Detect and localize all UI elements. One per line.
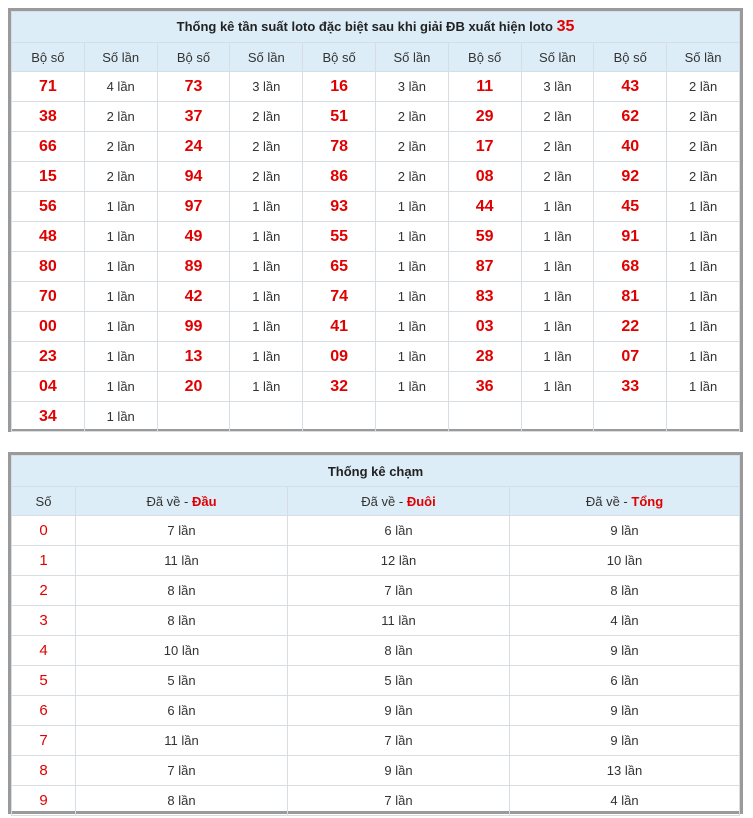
- so-lan-header: Số lần: [667, 43, 740, 72]
- loto-number-cell: 59: [448, 222, 521, 252]
- loto-number-cell: 04: [12, 372, 85, 402]
- dau-count-cell: 10 lần: [76, 636, 288, 666]
- loto-number-cell: 91: [594, 222, 667, 252]
- table-row: [12, 726, 740, 756]
- bo-so-header: Bộ số: [448, 43, 521, 72]
- count-cell: 2 lần: [521, 162, 594, 192]
- count-cell: 2 lần: [230, 132, 303, 162]
- count-cell: 1 lần: [230, 372, 303, 402]
- dau-count-cell: 11 lần: [76, 546, 288, 576]
- count-cell: 4 lần: [84, 72, 157, 102]
- count-cell: 1 lần: [375, 282, 448, 312]
- loto-number-cell: 70: [12, 282, 85, 312]
- count-cell: 1 lần: [521, 312, 594, 342]
- count-cell: 1 lần: [84, 282, 157, 312]
- col-duoi-prefix: Đã về -: [361, 493, 407, 509]
- loto-number-cell: 42: [157, 282, 230, 312]
- loto-number-cell: 43: [594, 72, 667, 102]
- table-row: [12, 162, 740, 192]
- loto-number-cell: 78: [303, 132, 376, 162]
- count-cell: 1 lần: [375, 342, 448, 372]
- table-row: [12, 132, 740, 162]
- table-row: [12, 342, 740, 372]
- count-cell: 3 lần: [521, 72, 594, 102]
- table-row: [12, 402, 740, 432]
- frequency-header-row: [12, 43, 740, 72]
- count-cell: 1 lần: [84, 372, 157, 402]
- table-row: [12, 576, 740, 606]
- loto-number-cell: 51: [303, 102, 376, 132]
- count-cell: 2 lần: [84, 102, 157, 132]
- loto-number-cell: 89: [157, 252, 230, 282]
- count-cell: 2 lần: [84, 132, 157, 162]
- loto-number-cell: 44: [448, 192, 521, 222]
- count-cell: 1 lần: [84, 402, 157, 432]
- count-cell: 1 lần: [230, 222, 303, 252]
- count-cell: 2 lần: [230, 102, 303, 132]
- col-dau-prefix: Đã về -: [146, 493, 192, 509]
- count-cell: 1 lần: [375, 222, 448, 252]
- loto-number-cell: 20: [157, 372, 230, 402]
- col-tong-header: [510, 487, 740, 516]
- frequency-title-number: 35: [556, 18, 575, 35]
- table-row: [12, 192, 740, 222]
- loto-number-cell: 66: [12, 132, 85, 162]
- loto-number-cell: 13: [157, 342, 230, 372]
- digit-cell: 5: [12, 666, 76, 696]
- digit-cell: 0: [12, 516, 76, 546]
- dau-count-cell: 8 lần: [76, 606, 288, 636]
- count-cell: 1 lần: [230, 192, 303, 222]
- table-row: [12, 372, 740, 402]
- count-cell: 1 lần: [667, 222, 740, 252]
- duoi-count-cell: 7 lần: [288, 576, 510, 606]
- table-row: [12, 636, 740, 666]
- count-cell: [667, 402, 740, 432]
- loto-number-cell: 36: [448, 372, 521, 402]
- loto-number-cell: 49: [157, 222, 230, 252]
- loto-number-cell: 37: [157, 102, 230, 132]
- count-cell: [521, 402, 594, 432]
- loto-number-cell: 41: [303, 312, 376, 342]
- loto-number-cell: 03: [448, 312, 521, 342]
- table-row: [12, 666, 740, 696]
- tong-count-cell: 9 lần: [510, 636, 740, 666]
- tong-count-cell: 8 lần: [510, 576, 740, 606]
- count-cell: 2 lần: [84, 162, 157, 192]
- tong-count-cell: 9 lần: [510, 696, 740, 726]
- loto-number-cell: 09: [303, 342, 376, 372]
- table-row: [12, 756, 740, 786]
- loto-number-cell: 56: [12, 192, 85, 222]
- loto-number-cell: 48: [12, 222, 85, 252]
- table-row: [12, 222, 740, 252]
- loto-number-cell: 24: [157, 132, 230, 162]
- dau-count-cell: 8 lần: [76, 576, 288, 606]
- tong-count-cell: 10 lần: [510, 546, 740, 576]
- dau-count-cell: 7 lần: [76, 756, 288, 786]
- duoi-count-cell: 7 lần: [288, 786, 510, 816]
- count-cell: 1 lần: [521, 252, 594, 282]
- count-cell: 1 lần: [375, 252, 448, 282]
- count-cell: 1 lần: [230, 252, 303, 282]
- col-duoi-header: [288, 487, 510, 516]
- dau-count-cell: 11 lần: [76, 726, 288, 756]
- duoi-count-cell: 7 lần: [288, 726, 510, 756]
- frequency-table: [11, 11, 740, 432]
- loto-number-cell: 23: [12, 342, 85, 372]
- tong-count-cell: 9 lần: [510, 516, 740, 546]
- bo-so-header: Bộ số: [12, 43, 85, 72]
- count-cell: 1 lần: [521, 372, 594, 402]
- digit-cell: 8: [12, 756, 76, 786]
- loto-number-cell: [303, 402, 376, 432]
- count-cell: 2 lần: [667, 72, 740, 102]
- loto-number-cell: 92: [594, 162, 667, 192]
- count-cell: 1 lần: [667, 312, 740, 342]
- count-cell: 3 lần: [375, 72, 448, 102]
- loto-number-cell: 34: [12, 402, 85, 432]
- tong-count-cell: 6 lần: [510, 666, 740, 696]
- loto-number-cell: 81: [594, 282, 667, 312]
- count-cell: [230, 402, 303, 432]
- loto-number-cell: 97: [157, 192, 230, 222]
- col-dau-header: [76, 487, 288, 516]
- table-row: [12, 72, 740, 102]
- count-cell: 2 lần: [521, 102, 594, 132]
- count-cell: 1 lần: [84, 192, 157, 222]
- count-cell: 1 lần: [230, 282, 303, 312]
- table-row: [12, 696, 740, 726]
- col-tong-label: Tổng: [631, 493, 664, 509]
- cham-table: [11, 455, 740, 816]
- table-row: [12, 606, 740, 636]
- frequency-body: [12, 72, 740, 432]
- table-row: [12, 312, 740, 342]
- count-cell: 1 lần: [667, 282, 740, 312]
- tong-count-cell: 13 lần: [510, 756, 740, 786]
- duoi-count-cell: 6 lần: [288, 516, 510, 546]
- loto-number-cell: 87: [448, 252, 521, 282]
- so-lan-header: Số lần: [84, 43, 157, 72]
- count-cell: 2 lần: [375, 102, 448, 132]
- col-dau-label: Đầu: [191, 493, 217, 509]
- loto-number-cell: 33: [594, 372, 667, 402]
- count-cell: 1 lần: [667, 372, 740, 402]
- count-cell: 3 lần: [230, 72, 303, 102]
- duoi-count-cell: 9 lần: [288, 756, 510, 786]
- cham-panel: [8, 452, 743, 814]
- loto-number-cell: 55: [303, 222, 376, 252]
- digit-cell: 4: [12, 636, 76, 666]
- count-cell: 1 lần: [230, 312, 303, 342]
- loto-number-cell: [448, 402, 521, 432]
- digit-cell: 6: [12, 696, 76, 726]
- table-row: [12, 252, 740, 282]
- loto-number-cell: 74: [303, 282, 376, 312]
- loto-number-cell: 38: [12, 102, 85, 132]
- count-cell: 1 lần: [84, 312, 157, 342]
- frequency-title-text: Thống kê tần suất loto đặc biệt sau khi giải ĐB xuất hiện loto: [176, 19, 553, 34]
- count-cell: 2 lần: [667, 132, 740, 162]
- dau-count-cell: 8 lần: [76, 786, 288, 816]
- count-cell: 1 lần: [667, 342, 740, 372]
- tong-count-cell: 4 lần: [510, 606, 740, 636]
- count-cell: 1 lần: [521, 222, 594, 252]
- table-row: [12, 786, 740, 816]
- digit-cell: 9: [12, 786, 76, 816]
- duoi-count-cell: 8 lần: [288, 636, 510, 666]
- tong-count-cell: 4 lần: [510, 786, 740, 816]
- count-cell: 2 lần: [375, 132, 448, 162]
- table-row: [12, 546, 740, 576]
- count-cell: 2 lần: [667, 162, 740, 192]
- bo-so-header: Bộ số: [594, 43, 667, 72]
- loto-number-cell: [594, 402, 667, 432]
- table-row: [12, 102, 740, 132]
- table-row: [12, 282, 740, 312]
- count-cell: 2 lần: [375, 162, 448, 192]
- bo-so-header: Bộ số: [303, 43, 376, 72]
- dau-count-cell: 6 lần: [76, 696, 288, 726]
- count-cell: 1 lần: [667, 252, 740, 282]
- loto-number-cell: 62: [594, 102, 667, 132]
- count-cell: 2 lần: [521, 132, 594, 162]
- loto-number-cell: 99: [157, 312, 230, 342]
- count-cell: [375, 402, 448, 432]
- loto-number-cell: 00: [12, 312, 85, 342]
- loto-number-cell: 11: [448, 72, 521, 102]
- count-cell: 1 lần: [667, 192, 740, 222]
- count-cell: 1 lần: [375, 312, 448, 342]
- digit-cell: 1: [12, 546, 76, 576]
- count-cell: 1 lần: [84, 342, 157, 372]
- loto-number-cell: 16: [303, 72, 376, 102]
- loto-number-cell: 15: [12, 162, 85, 192]
- dau-count-cell: 7 lần: [76, 516, 288, 546]
- digit-cell: 2: [12, 576, 76, 606]
- dau-count-cell: 5 lần: [76, 666, 288, 696]
- duoi-count-cell: 11 lần: [288, 606, 510, 636]
- bo-so-header: Bộ số: [157, 43, 230, 72]
- loto-number-cell: 32: [303, 372, 376, 402]
- loto-number-cell: 28: [448, 342, 521, 372]
- col-so-header: Số: [12, 487, 76, 516]
- table-row: [12, 516, 740, 546]
- tong-count-cell: 9 lần: [510, 726, 740, 756]
- so-lan-header: Số lần: [521, 43, 594, 72]
- count-cell: 1 lần: [375, 192, 448, 222]
- loto-number-cell: 80: [12, 252, 85, 282]
- count-cell: 1 lần: [521, 192, 594, 222]
- count-cell: 1 lần: [84, 222, 157, 252]
- count-cell: 1 lần: [521, 282, 594, 312]
- loto-number-cell: 17: [448, 132, 521, 162]
- frequency-title: [12, 12, 740, 43]
- loto-number-cell: [157, 402, 230, 432]
- so-lan-header: Số lần: [375, 43, 448, 72]
- frequency-panel: [8, 8, 743, 432]
- loto-number-cell: 40: [594, 132, 667, 162]
- loto-number-cell: 93: [303, 192, 376, 222]
- loto-number-cell: 73: [157, 72, 230, 102]
- cham-title: Thống kê chạm: [12, 456, 740, 487]
- loto-number-cell: 83: [448, 282, 521, 312]
- loto-number-cell: 07: [594, 342, 667, 372]
- loto-number-cell: 29: [448, 102, 521, 132]
- digit-cell: 7: [12, 726, 76, 756]
- count-cell: 2 lần: [230, 162, 303, 192]
- loto-number-cell: 68: [594, 252, 667, 282]
- count-cell: 1 lần: [84, 252, 157, 282]
- count-cell: 1 lần: [230, 342, 303, 372]
- loto-number-cell: 65: [303, 252, 376, 282]
- loto-number-cell: 94: [157, 162, 230, 192]
- count-cell: 1 lần: [375, 372, 448, 402]
- so-lan-header: Số lần: [230, 43, 303, 72]
- loto-number-cell: 86: [303, 162, 376, 192]
- duoi-count-cell: 12 lần: [288, 546, 510, 576]
- col-tong-prefix: Đã về -: [585, 493, 632, 509]
- duoi-count-cell: 9 lần: [288, 696, 510, 726]
- cham-header-row: [12, 487, 740, 516]
- count-cell: 2 lần: [667, 102, 740, 132]
- loto-number-cell: 08: [448, 162, 521, 192]
- digit-cell: 3: [12, 606, 76, 636]
- col-duoi-label: Đuôi: [406, 493, 436, 509]
- loto-number-cell: 45: [594, 192, 667, 222]
- loto-number-cell: 71: [12, 72, 85, 102]
- cham-body: [12, 516, 740, 816]
- duoi-count-cell: 5 lần: [288, 666, 510, 696]
- count-cell: 1 lần: [521, 342, 594, 372]
- loto-number-cell: 22: [594, 312, 667, 342]
